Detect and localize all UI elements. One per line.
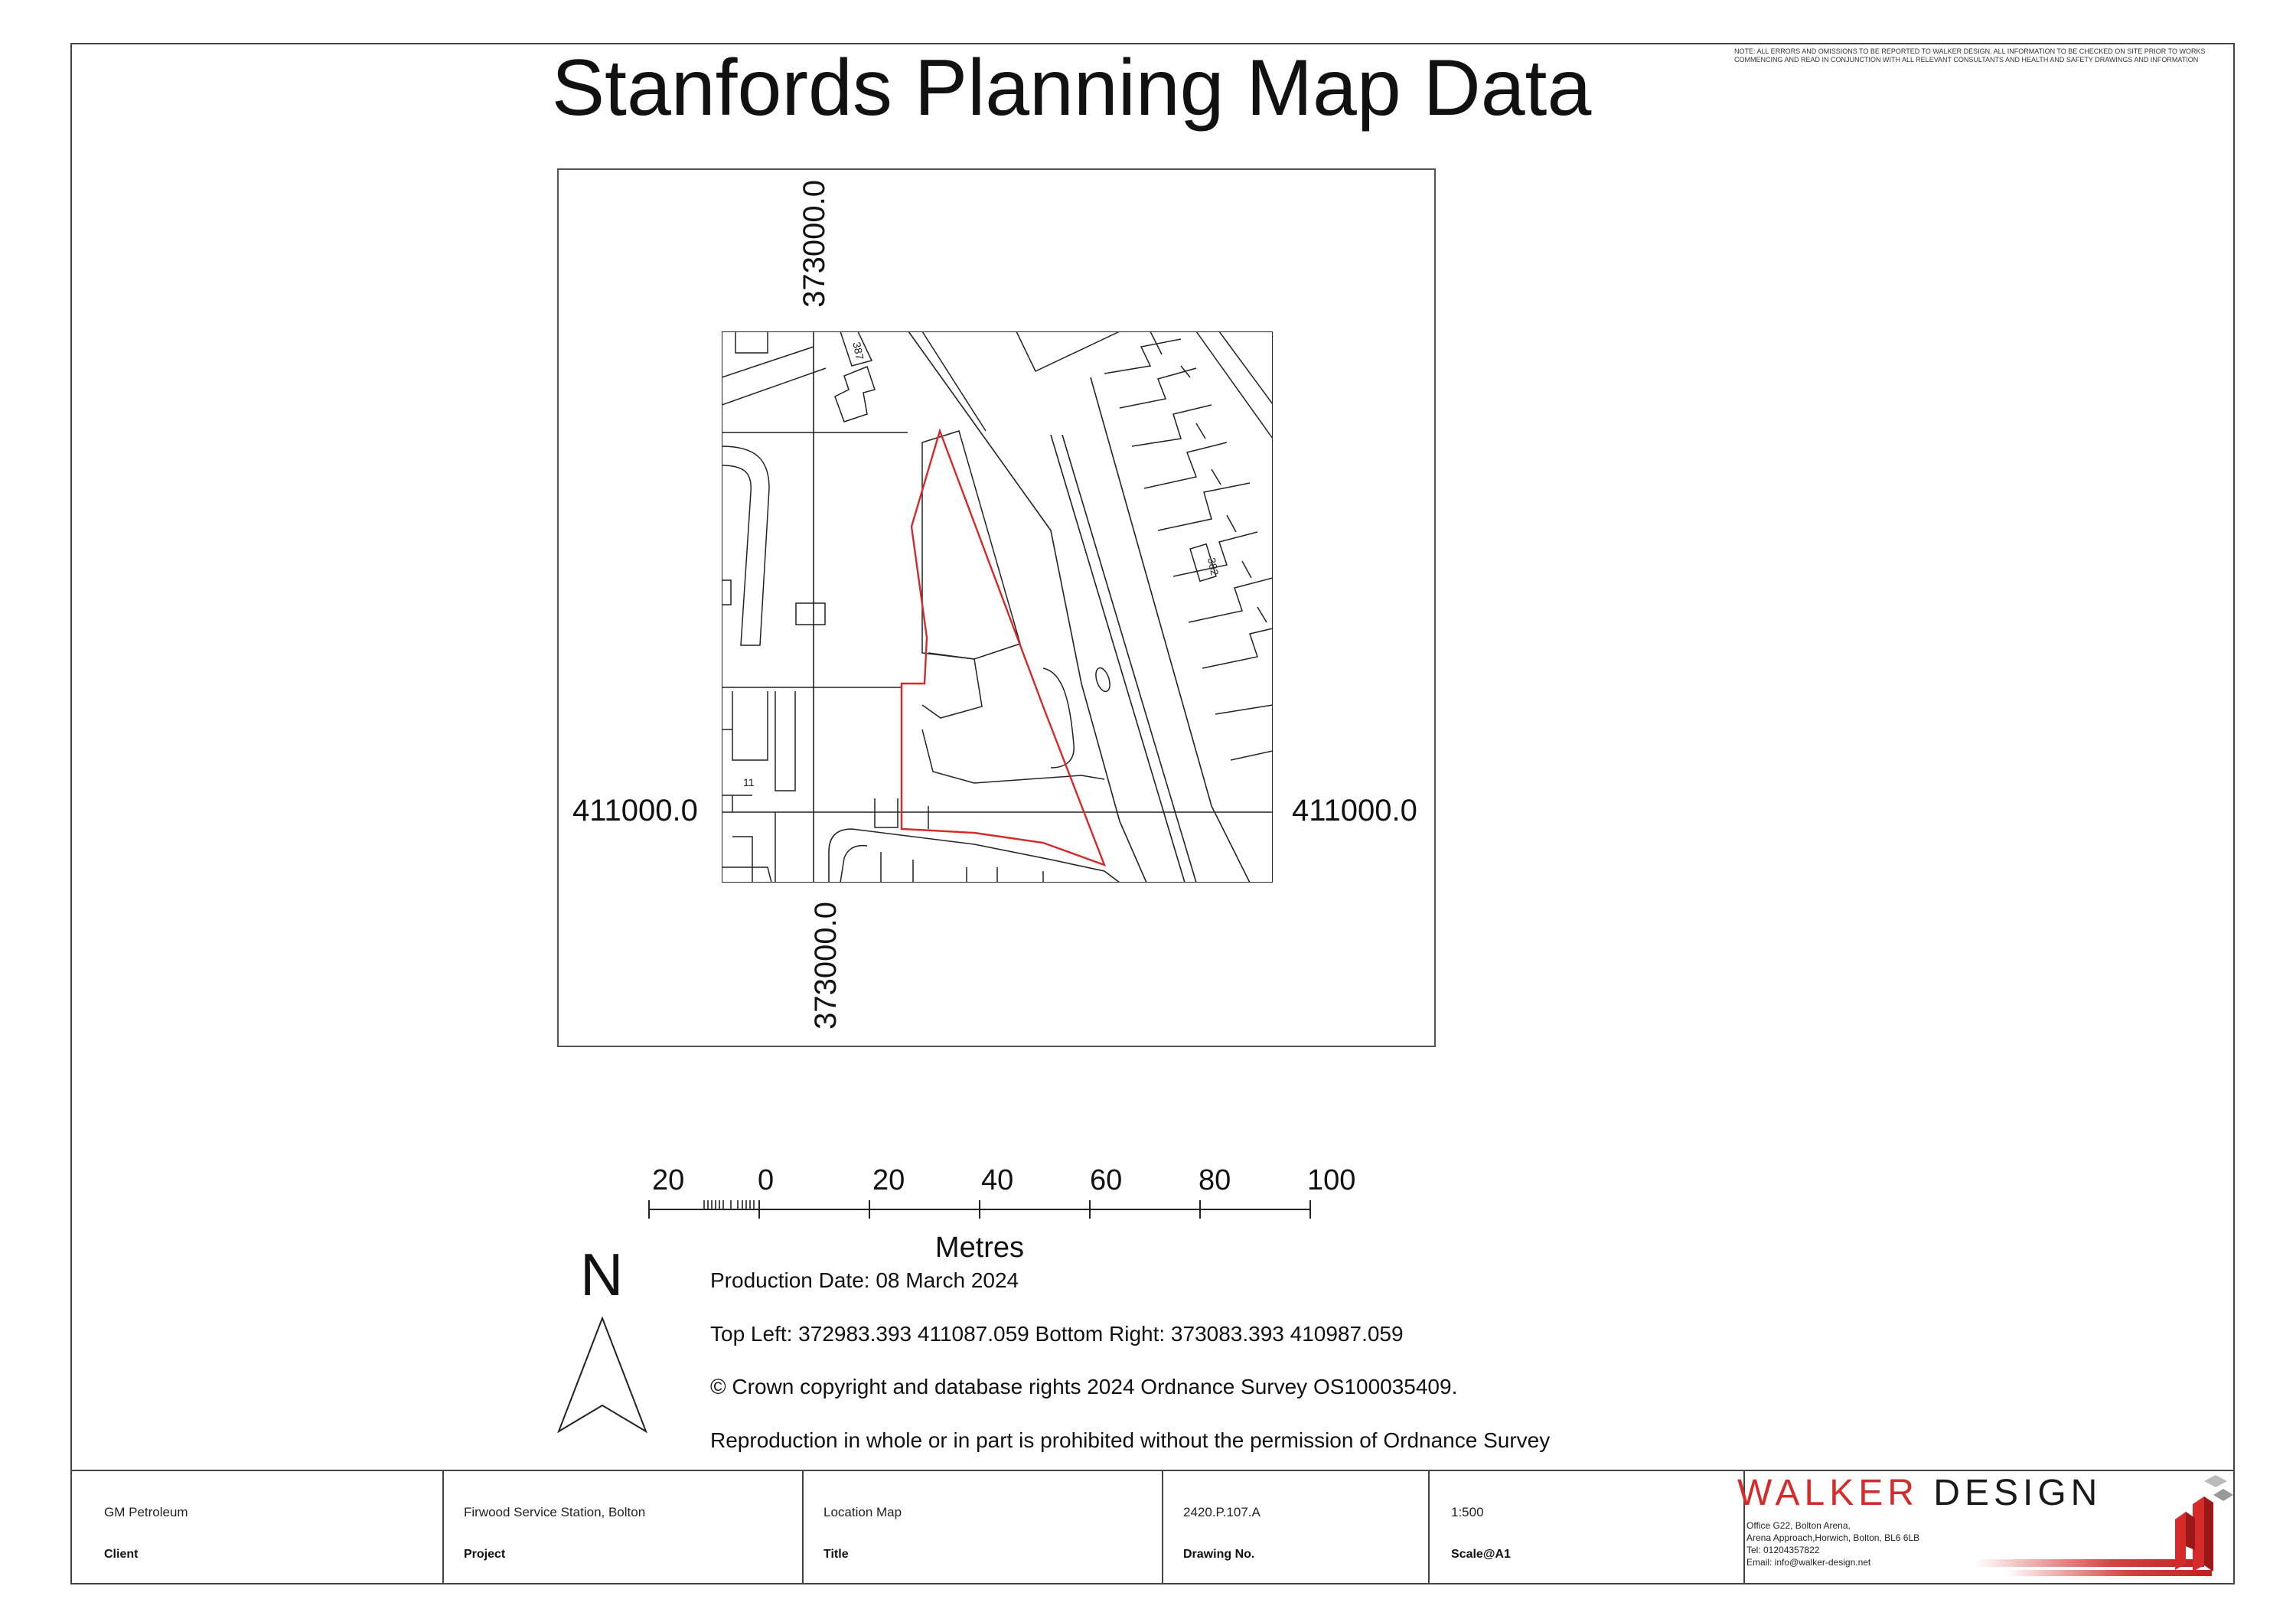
terrace-outline: [1016, 331, 1120, 371]
scale-tick-label: 40: [981, 1164, 1014, 1196]
client-cell: [70, 1471, 444, 1584]
grid-northing-left-label: 411000.0: [572, 794, 698, 827]
address-line-2: Arena Approach,Horwich, Bolton, BL6 6LB: [1746, 1532, 1920, 1543]
address-line-1: Office G22, Bolton Arena,: [1746, 1520, 1851, 1531]
building-outline: [835, 367, 875, 422]
scale-tick-label: 80: [1199, 1164, 1231, 1196]
scale-label: Scale@A1: [1451, 1548, 1511, 1561]
plot-outline: [722, 867, 771, 883]
drawing-number-cell: [1163, 1471, 1430, 1584]
company-tel: Tel: 01204357822: [1746, 1545, 1820, 1555]
reproduction-notice: Reproduction in whole or in part is prohibited without the permission of Ordnance Survey: [710, 1428, 1551, 1452]
drawing-title-value: Location Map: [823, 1505, 902, 1519]
property-boundary: [722, 347, 826, 405]
plot-outline: [732, 691, 768, 760]
logo-walker-text: WALKER: [1737, 1473, 1919, 1513]
grid-easting-top-label: 373000.0: [797, 180, 831, 308]
road-edge: [1062, 435, 1196, 883]
north-letter: N: [580, 1241, 624, 1308]
forecourt-edge: [922, 729, 1104, 783]
scale-tick-label: 0: [758, 1164, 775, 1196]
plot-label-382: 382: [1205, 556, 1221, 577]
crown-copyright: © Crown copyright and database rights 2024 Ordnance Survey OS100035409.: [710, 1375, 1458, 1398]
grid-northing-right-label: 411000.0: [1292, 794, 1417, 827]
road-edge: [922, 331, 986, 431]
scale-tick-label: 100: [1307, 1164, 1356, 1196]
logo-design-text: DESIGN: [1933, 1473, 2102, 1513]
grid-easting-bottom-label: 373000.0: [809, 902, 843, 1030]
scale-tick-label: 20: [872, 1164, 905, 1196]
terrace-outline: [1173, 532, 1273, 760]
scale-tick-label: 60: [1090, 1164, 1123, 1196]
road-edge: [1091, 377, 1250, 883]
page-title: Stanfords Planning Map Data: [551, 44, 1592, 132]
project-cell: [444, 1471, 804, 1584]
plot-divider: [881, 852, 1043, 883]
company-email: Email: info@walker-design.net: [1746, 1557, 1871, 1568]
bollard: [1093, 666, 1112, 693]
plot-label-11: 11: [743, 776, 755, 788]
title-cell: [804, 1471, 1163, 1584]
plot-label-387: 387: [850, 341, 866, 361]
os-map-extract: [722, 331, 1273, 883]
drawing-title-label: Title: [823, 1548, 849, 1561]
project-value: Firwood Service Station, Bolton: [464, 1505, 646, 1519]
map-extent-box: [722, 331, 1273, 883]
map-extent-coordinates: Top Left: 372983.393 411087.059 Bottom Right: 373083.393 410987.059: [710, 1322, 1404, 1346]
access-road: [722, 446, 769, 645]
scale-tick-label: 20: [652, 1164, 685, 1196]
drawing-number-label: Drawing No.: [1183, 1548, 1255, 1561]
production-date: Production Date: 08 March 2024: [710, 1268, 1019, 1292]
logo-graphic-icon: [1975, 1474, 2235, 1584]
project-label: Project: [464, 1548, 506, 1561]
scale-minor-ticks: [704, 1200, 754, 1209]
building-outline: [735, 331, 768, 353]
canopy-outline: [922, 431, 1020, 659]
scale-units: Metres: [934, 1232, 1025, 1264]
plot-outline: [722, 729, 752, 812]
road-edge: [908, 331, 1146, 883]
road-edge: [829, 829, 1120, 883]
disclaimer-note: NOTE: ALL ERRORS AND OMISSIONS TO BE REPORTED TO WALKER DESIGN. ALL INFORMATION TO BE CHECKED ON SITE PRIOR TO WORKS COMMENCING AND READ IN CONJUNCTION WITH ALL RELEVANT CONSULTANTS AND HEALTH AND SAFETY DRAWINGS AND INFORMATION: [1734, 47, 2206, 64]
scale-cell: [1430, 1471, 1745, 1584]
client-label: Client: [104, 1548, 139, 1561]
scale-value: 1:500: [1451, 1505, 1484, 1519]
small-structure: [722, 580, 731, 605]
road-edge: [840, 846, 867, 883]
plot-outline: [775, 691, 795, 791]
client-value: GM Petroleum: [104, 1505, 188, 1519]
small-structure: [875, 798, 898, 827]
kiosk-outline: [922, 653, 982, 718]
company-address: [1746, 1519, 1919, 1568]
small-structure: [796, 603, 825, 625]
drawing-number-value: 2420.P.107.A: [1183, 1505, 1261, 1519]
rear-boundary: [1196, 331, 1273, 439]
